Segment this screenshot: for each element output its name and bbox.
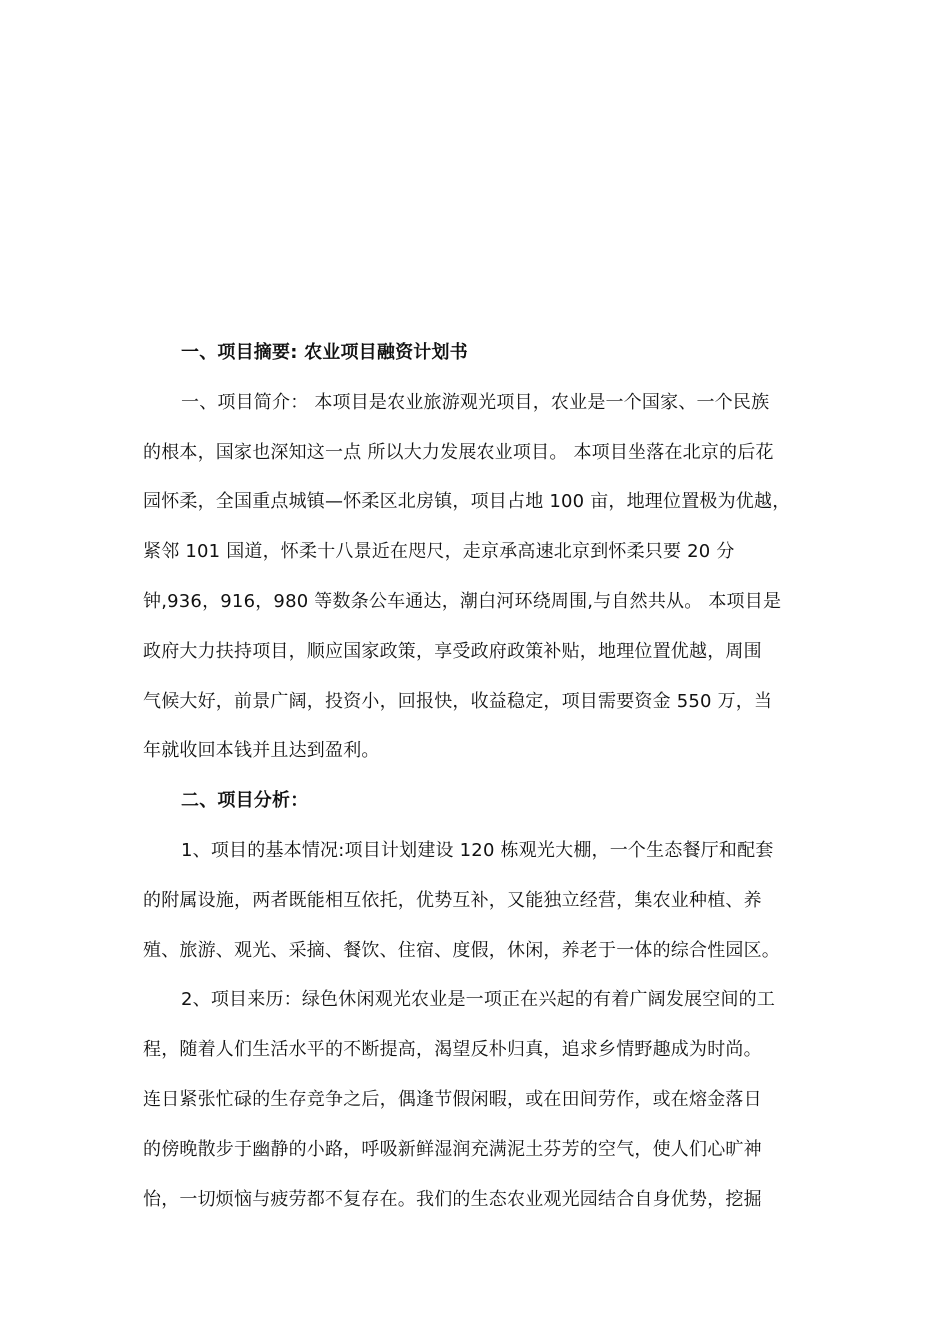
- paragraph-line: 怡，一切烦恼与疲劳都不复存在。我们的生态农业观光园结合自身优势，挖掘: [143, 1188, 762, 1210]
- paragraph-line: 园怀柔，全国重点城镇—怀柔区北房镇，项目占地 100 亩，地理位置极为优越，: [143, 491, 791, 513]
- paragraph-line: 1、项目的基本情况:项目计划建设 120 栋观光大棚，一个生态餐厅和配套: [181, 839, 774, 861]
- paragraph-line: 程，随着人们生活水平的不断提高，渴望反朴归真，追求乡情野趣成为时尚。: [143, 1039, 762, 1061]
- section-heading-summary: 一、项目摘要: 农业项目融资计划书: [181, 342, 468, 363]
- paragraph-line: 2、项目来历：绿色休闲观光农业是一项正在兴起的有着广阔发展空间的工: [181, 989, 776, 1011]
- paragraph-line: 气候大好，前景广阔，投资小，回报快，收益稳定，项目需要资金 550 万，当: [143, 690, 773, 712]
- paragraph-line: 的傍晚散步于幽静的小路，呼吸新鲜湿润充满泥土芬芳的空气，使人们心旷神: [143, 1138, 762, 1160]
- paragraph-line: 殖、旅游、观光、采摘、餐饮、住宿、度假，休闲，养老于一体的综合性园区。: [143, 939, 780, 961]
- section-heading-analysis: 二、项目分析：: [181, 790, 309, 812]
- paragraph-line: 的根本，国家也深知这一点 所以大力发展农业项目。 本项目坐落在北京的后花: [143, 441, 774, 463]
- paragraph-line: 钟,936，916，980 等数条公车通达，潮白河环绕周围,与自然共从。 本项目是: [143, 590, 782, 612]
- paragraph-line: 的附属设施，两者既能相互依托，优势互补，又能独立经营，集农业种植、养: [143, 889, 762, 911]
- document-body: [143, 328, 819, 1224]
- paragraph-line: 政府大力扶持项目，顺应国家政策，享受政府政策补贴，地理位置优越，周围: [143, 640, 762, 662]
- paragraph-line: 紧邻 101 国道，怀柔十八景近在咫尺，走京承高速北京到怀柔只要 20 分: [143, 541, 735, 563]
- paragraph-line: 一、项目简介： 本项目是农业旅游观光项目，农业是一个国家、一个民族: [181, 391, 770, 413]
- paragraph-line: 连日紧张忙碌的生存竞争之后，偶逢节假闲暇，或在田间劳作，或在熔金落日: [143, 1088, 762, 1110]
- paragraph-line: 年就收回本钱并且达到盈利。: [143, 740, 380, 762]
